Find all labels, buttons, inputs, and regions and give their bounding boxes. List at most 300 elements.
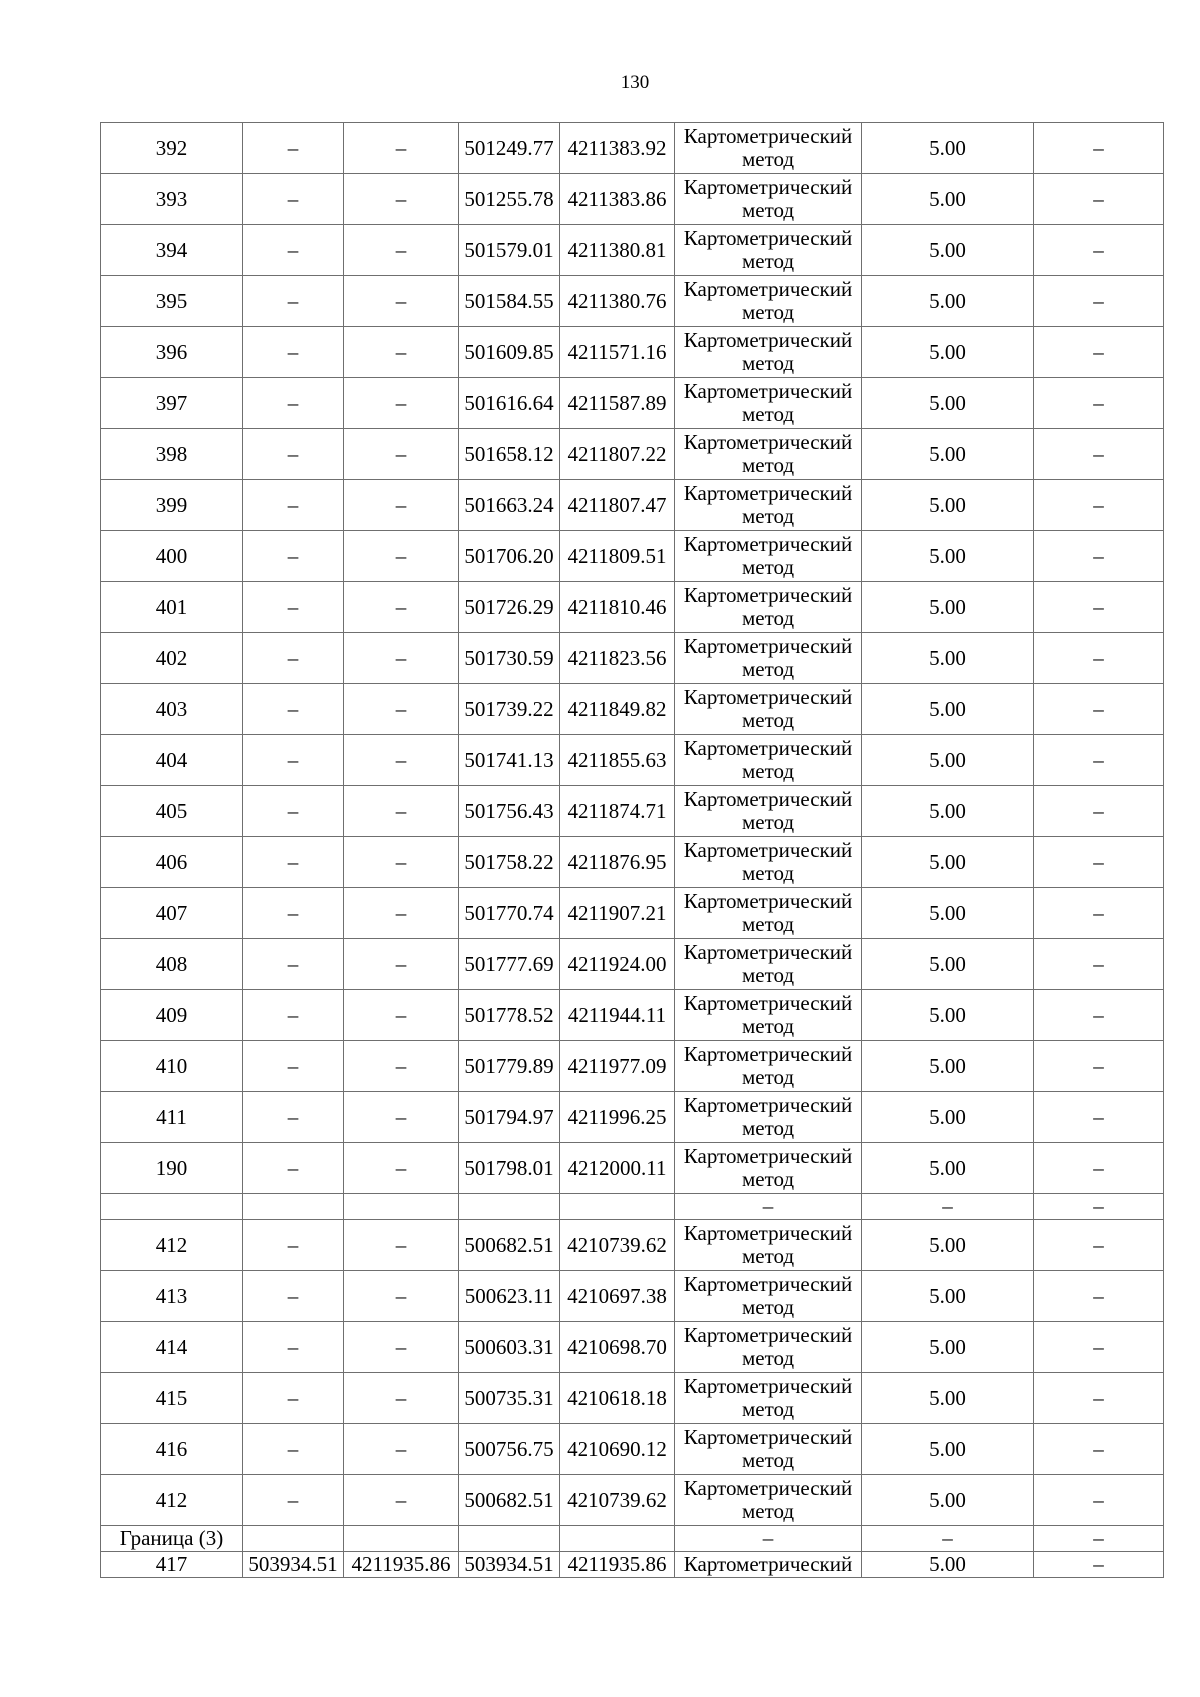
method-cell	[675, 174, 862, 225]
method-cell	[675, 1373, 862, 1424]
method-cell	[675, 1194, 862, 1220]
table-row	[101, 735, 1164, 786]
note-cell: –	[1034, 1373, 1164, 1424]
old-y-cell: –	[344, 225, 459, 276]
x-coordinate-cell: 501739.22	[459, 684, 560, 735]
method-line-2: метод	[741, 606, 795, 630]
note-cell: –	[1034, 837, 1164, 888]
method-line-1: Картометрический	[683, 634, 853, 658]
point-number-cell: 405	[101, 786, 243, 837]
method-line-1: –	[762, 1526, 774, 1550]
old-y-cell: –	[344, 1220, 459, 1271]
old-y-cell: –	[344, 990, 459, 1041]
method-line-1: Картометрический	[683, 277, 853, 301]
method-line-2: метод	[741, 555, 795, 579]
accuracy-cell: 5.00	[862, 1041, 1034, 1092]
method-cell	[675, 1552, 862, 1578]
x-coordinate-cell: 501706.20	[459, 531, 560, 582]
x-coordinate-cell	[459, 1526, 560, 1552]
accuracy-cell: 5.00	[862, 990, 1034, 1041]
old-x-cell: –	[243, 225, 344, 276]
x-coordinate-cell: 500603.31	[459, 1322, 560, 1373]
point-number-cell: 401	[101, 582, 243, 633]
note-cell: –	[1034, 1271, 1164, 1322]
x-coordinate-cell: 501579.01	[459, 225, 560, 276]
point-number-cell: 403	[101, 684, 243, 735]
note-cell: –	[1034, 888, 1164, 939]
method-line-1: Картометрический	[683, 736, 853, 760]
old-y-cell: –	[344, 939, 459, 990]
old-x-cell: –	[243, 1271, 344, 1322]
table-row	[101, 1322, 1164, 1373]
old-x-cell: –	[243, 1424, 344, 1475]
y-coordinate-cell: 4211907.21	[560, 888, 675, 939]
method-cell	[675, 1143, 862, 1194]
point-number-cell: 400	[101, 531, 243, 582]
old-y-cell: –	[344, 1143, 459, 1194]
coordinates-table	[100, 122, 1164, 1578]
table-row	[101, 480, 1164, 531]
method-line-1: –	[762, 1194, 774, 1218]
y-coordinate-cell: 4211807.47	[560, 480, 675, 531]
y-coordinate-cell: 4211571.16	[560, 327, 675, 378]
old-x-cell	[243, 1194, 344, 1220]
x-coordinate-cell: 501616.64	[459, 378, 560, 429]
table-row	[101, 1092, 1164, 1143]
table-row	[101, 1526, 1164, 1552]
y-coordinate-cell: 4211977.09	[560, 1041, 675, 1092]
method-line-1: Картометрический	[683, 481, 853, 505]
old-y-cell: –	[344, 633, 459, 684]
accuracy-cell: 5.00	[862, 939, 1034, 990]
method-cell	[675, 582, 862, 633]
old-x-cell: –	[243, 1041, 344, 1092]
old-x-cell: –	[243, 582, 344, 633]
accuracy-cell: 5.00	[862, 225, 1034, 276]
method-line-2: метод	[741, 1397, 795, 1421]
x-coordinate-cell: 500756.75	[459, 1424, 560, 1475]
accuracy-cell: 5.00	[862, 1271, 1034, 1322]
note-cell: –	[1034, 429, 1164, 480]
old-y-cell: –	[344, 276, 459, 327]
accuracy-cell: 5.00	[862, 531, 1034, 582]
accuracy-cell: 5.00	[862, 1424, 1034, 1475]
x-coordinate-cell: 501779.89	[459, 1041, 560, 1092]
method-line-2: метод	[741, 963, 795, 987]
table-row	[101, 1373, 1164, 1424]
accuracy-cell: 5.00	[862, 786, 1034, 837]
table-body	[101, 123, 1164, 1578]
method-line-2: метод	[741, 1014, 795, 1038]
method-line-2: метод	[741, 708, 795, 732]
x-coordinate-cell: 501770.74	[459, 888, 560, 939]
old-y-cell: –	[344, 378, 459, 429]
x-coordinate-cell: 501741.13	[459, 735, 560, 786]
page-number: 130	[620, 72, 650, 93]
point-number-cell: 397	[101, 378, 243, 429]
old-x-cell: –	[243, 429, 344, 480]
method-line-1: Картометрический	[683, 1272, 853, 1296]
method-line-1: Картометрический	[683, 1552, 853, 1576]
method-cell	[675, 888, 862, 939]
old-x-cell: –	[243, 123, 344, 174]
point-number-cell: 410	[101, 1041, 243, 1092]
x-coordinate-cell: 500623.11	[459, 1271, 560, 1322]
old-x-cell: –	[243, 735, 344, 786]
old-y-cell: –	[344, 1322, 459, 1373]
table-row	[101, 633, 1164, 684]
table-row	[101, 1194, 1164, 1220]
note-cell: –	[1034, 1526, 1164, 1552]
method-cell	[675, 276, 862, 327]
point-number-cell: 411	[101, 1092, 243, 1143]
method-cell	[675, 123, 862, 174]
method-line-2: метод	[741, 1244, 795, 1268]
y-coordinate-cell: 4211807.22	[560, 429, 675, 480]
method-line-1: Картометрический	[683, 1042, 853, 1066]
method-cell	[675, 429, 862, 480]
table-row	[101, 582, 1164, 633]
method-line-2: метод	[741, 759, 795, 783]
old-x-cell: –	[243, 1475, 344, 1526]
old-y-cell	[344, 1194, 459, 1220]
point-number-cell: 412	[101, 1475, 243, 1526]
method-cell	[675, 1526, 862, 1552]
method-line-1: Картометрический	[683, 1374, 853, 1398]
accuracy-cell: 5.00	[862, 1373, 1034, 1424]
accuracy-cell: 5.00	[862, 327, 1034, 378]
table-row	[101, 1220, 1164, 1271]
method-line-2: метод	[741, 912, 795, 936]
point-number-cell: 190	[101, 1143, 243, 1194]
point-number-cell: 413	[101, 1271, 243, 1322]
x-coordinate-cell: 501758.22	[459, 837, 560, 888]
method-cell	[675, 786, 862, 837]
accuracy-cell: 5.00	[862, 888, 1034, 939]
method-cell	[675, 531, 862, 582]
method-line-2: метод	[741, 1116, 795, 1140]
old-y-cell: –	[344, 1271, 459, 1322]
accuracy-cell: 5.00	[862, 684, 1034, 735]
old-y-cell: –	[344, 480, 459, 531]
method-cell	[675, 633, 862, 684]
accuracy-cell: 5.00	[862, 429, 1034, 480]
method-line-1: Картометрический	[683, 940, 853, 964]
old-x-cell: 503934.51	[243, 1552, 344, 1578]
x-coordinate-cell: 501255.78	[459, 174, 560, 225]
old-x-cell: –	[243, 1220, 344, 1271]
accuracy-cell: 5.00	[862, 1475, 1034, 1526]
method-line-1: Картометрический	[683, 1323, 853, 1347]
note-cell: –	[1034, 1220, 1164, 1271]
method-line-2: метод	[741, 504, 795, 528]
note-cell: –	[1034, 684, 1164, 735]
method-line-1: Картометрический	[683, 124, 853, 148]
point-number-cell: 408	[101, 939, 243, 990]
accuracy-cell: 5.00	[862, 633, 1034, 684]
y-coordinate-cell: 4211996.25	[560, 1092, 675, 1143]
table-row	[101, 888, 1164, 939]
point-number-cell: 396	[101, 327, 243, 378]
old-x-cell: –	[243, 939, 344, 990]
note-cell: –	[1034, 939, 1164, 990]
accuracy-cell: 5.00	[862, 582, 1034, 633]
old-y-cell: –	[344, 1475, 459, 1526]
y-coordinate-cell	[560, 1526, 675, 1552]
method-line-1: Картометрический	[683, 1093, 853, 1117]
y-coordinate-cell: 4211587.89	[560, 378, 675, 429]
old-y-cell: –	[344, 582, 459, 633]
old-x-cell: –	[243, 633, 344, 684]
method-line-2: метод	[741, 402, 795, 426]
accuracy-cell: –	[862, 1194, 1034, 1220]
old-y-cell: –	[344, 327, 459, 378]
note-cell: –	[1034, 786, 1164, 837]
old-y-cell: –	[344, 1373, 459, 1424]
note-cell: –	[1034, 276, 1164, 327]
old-x-cell: –	[243, 276, 344, 327]
method-cell	[675, 1475, 862, 1526]
point-number-cell: 417	[101, 1552, 243, 1578]
accuracy-cell: 5.00	[862, 1552, 1034, 1578]
y-coordinate-cell: 4211876.95	[560, 837, 675, 888]
x-coordinate-cell: 501730.59	[459, 633, 560, 684]
x-coordinate-cell: 501756.43	[459, 786, 560, 837]
note-cell: –	[1034, 990, 1164, 1041]
note-cell: –	[1034, 1092, 1164, 1143]
accuracy-cell: 5.00	[862, 1092, 1034, 1143]
method-line-2: метод	[741, 1167, 795, 1191]
y-coordinate-cell: 4210739.62	[560, 1475, 675, 1526]
y-coordinate-cell: 4211809.51	[560, 531, 675, 582]
point-number-cell: 399	[101, 480, 243, 531]
x-coordinate-cell: 501663.24	[459, 480, 560, 531]
old-y-cell: –	[344, 735, 459, 786]
y-coordinate-cell: 4211380.76	[560, 276, 675, 327]
method-cell	[675, 1092, 862, 1143]
method-cell	[675, 684, 862, 735]
x-coordinate-cell: 501249.77	[459, 123, 560, 174]
table-row	[101, 939, 1164, 990]
note-cell: –	[1034, 582, 1164, 633]
old-x-cell: –	[243, 837, 344, 888]
old-y-cell: –	[344, 123, 459, 174]
x-coordinate-cell: 501777.69	[459, 939, 560, 990]
method-cell	[675, 1041, 862, 1092]
x-coordinate-cell: 501609.85	[459, 327, 560, 378]
table-row	[101, 174, 1164, 225]
note-cell: –	[1034, 633, 1164, 684]
old-y-cell: –	[344, 1424, 459, 1475]
accuracy-cell: 5.00	[862, 1322, 1034, 1373]
note-cell: –	[1034, 225, 1164, 276]
accuracy-cell: –	[862, 1526, 1034, 1552]
y-coordinate-cell: 4210618.18	[560, 1373, 675, 1424]
accuracy-cell: 5.00	[862, 276, 1034, 327]
method-line-1: Картометрический	[683, 1425, 853, 1449]
x-coordinate-cell	[459, 1194, 560, 1220]
old-x-cell: –	[243, 174, 344, 225]
point-number-cell: 416	[101, 1424, 243, 1475]
old-x-cell: –	[243, 888, 344, 939]
method-line-2: метод	[741, 861, 795, 885]
method-line-2: метод	[741, 300, 795, 324]
old-y-cell: –	[344, 1041, 459, 1092]
table-row	[101, 531, 1164, 582]
table-row	[101, 1271, 1164, 1322]
y-coordinate-cell	[560, 1194, 675, 1220]
table-row	[101, 684, 1164, 735]
method-cell	[675, 378, 862, 429]
note-cell: –	[1034, 480, 1164, 531]
note-cell: –	[1034, 1322, 1164, 1373]
method-line-1: Картометрический	[683, 685, 853, 709]
point-number-cell: 395	[101, 276, 243, 327]
accuracy-cell: 5.00	[862, 480, 1034, 531]
y-coordinate-cell: 4211924.00	[560, 939, 675, 990]
table-row	[101, 837, 1164, 888]
x-coordinate-cell: 501726.29	[459, 582, 560, 633]
method-cell	[675, 1220, 862, 1271]
old-x-cell	[243, 1526, 344, 1552]
method-line-2: метод	[741, 657, 795, 681]
y-coordinate-cell: 4211944.11	[560, 990, 675, 1041]
y-coordinate-cell: 4211935.86	[560, 1552, 675, 1578]
old-x-cell: –	[243, 327, 344, 378]
accuracy-cell: 5.00	[862, 1220, 1034, 1271]
point-number-cell: 409	[101, 990, 243, 1041]
point-number-cell: 398	[101, 429, 243, 480]
old-x-cell: –	[243, 1373, 344, 1424]
table-row	[101, 1424, 1164, 1475]
method-line-1: Картометрический	[683, 1221, 853, 1245]
note-cell: –	[1034, 123, 1164, 174]
table-row	[101, 1143, 1164, 1194]
table-row	[101, 786, 1164, 837]
y-coordinate-cell: 4211849.82	[560, 684, 675, 735]
method-cell	[675, 480, 862, 531]
method-line-1: Картометрический	[683, 1476, 853, 1500]
method-cell	[675, 735, 862, 786]
method-line-2: метод	[741, 810, 795, 834]
accuracy-cell: 5.00	[862, 735, 1034, 786]
table-row	[101, 276, 1164, 327]
method-cell	[675, 327, 862, 378]
note-cell: –	[1034, 1194, 1164, 1220]
x-coordinate-cell: 501794.97	[459, 1092, 560, 1143]
y-coordinate-cell: 4210690.12	[560, 1424, 675, 1475]
y-coordinate-cell: 4210697.38	[560, 1271, 675, 1322]
method-line-1: Картометрический	[683, 430, 853, 454]
method-cell	[675, 225, 862, 276]
old-x-cell: –	[243, 1322, 344, 1373]
x-coordinate-cell: 501658.12	[459, 429, 560, 480]
y-coordinate-cell: 4210739.62	[560, 1220, 675, 1271]
old-y-cell: –	[344, 684, 459, 735]
old-x-cell: –	[243, 531, 344, 582]
note-cell: –	[1034, 1143, 1164, 1194]
point-number-cell: 407	[101, 888, 243, 939]
x-coordinate-cell: 500682.51	[459, 1220, 560, 1271]
old-x-cell: –	[243, 990, 344, 1041]
y-coordinate-cell: 4211874.71	[560, 786, 675, 837]
method-line-2: метод	[741, 147, 795, 171]
old-y-cell: –	[344, 1092, 459, 1143]
y-coordinate-cell: 4210698.70	[560, 1322, 675, 1373]
method-line-1: Картометрический	[683, 226, 853, 250]
old-x-cell: –	[243, 480, 344, 531]
point-number-cell: 406	[101, 837, 243, 888]
x-coordinate-cell: 501584.55	[459, 276, 560, 327]
y-coordinate-cell: 4211823.56	[560, 633, 675, 684]
note-cell: –	[1034, 1552, 1164, 1578]
y-coordinate-cell: 4211380.81	[560, 225, 675, 276]
method-cell	[675, 1424, 862, 1475]
old-y-cell	[344, 1526, 459, 1552]
old-x-cell: –	[243, 378, 344, 429]
note-cell: –	[1034, 1424, 1164, 1475]
method-line-2: метод	[741, 1295, 795, 1319]
method-line-2: метод	[741, 1499, 795, 1523]
y-coordinate-cell: 4211383.92	[560, 123, 675, 174]
note-cell: –	[1034, 378, 1164, 429]
method-line-2: метод	[741, 198, 795, 222]
method-line-1: Картометрический	[683, 583, 853, 607]
old-y-cell: –	[344, 786, 459, 837]
old-y-cell: –	[344, 837, 459, 888]
point-number-cell: 394	[101, 225, 243, 276]
x-coordinate-cell: 501798.01	[459, 1143, 560, 1194]
table-row	[101, 378, 1164, 429]
table-row	[101, 225, 1164, 276]
method-line-1: Картометрический	[683, 328, 853, 352]
x-coordinate-cell: 503934.51	[459, 1552, 560, 1578]
old-y-cell: –	[344, 531, 459, 582]
point-number-cell: 404	[101, 735, 243, 786]
method-line-1: Картометрический	[683, 838, 853, 862]
method-line-1: Картометрический	[683, 532, 853, 556]
old-x-cell: –	[243, 1143, 344, 1194]
method-cell	[675, 1322, 862, 1373]
y-coordinate-cell: 4211383.86	[560, 174, 675, 225]
note-cell: –	[1034, 1041, 1164, 1092]
boundary-label-cell: Граница (3)	[101, 1526, 243, 1552]
table-row	[101, 1552, 1164, 1578]
accuracy-cell: 5.00	[862, 378, 1034, 429]
old-y-cell: 4211935.86	[344, 1552, 459, 1578]
old-x-cell: –	[243, 1092, 344, 1143]
method-line-2: метод	[741, 1448, 795, 1472]
point-number-cell: 412	[101, 1220, 243, 1271]
point-number-cell: 402	[101, 633, 243, 684]
old-y-cell: –	[344, 429, 459, 480]
method-line-2: метод	[741, 351, 795, 375]
method-line-1: Картометрический	[683, 1144, 853, 1168]
method-cell	[675, 837, 862, 888]
method-line-2: метод	[741, 249, 795, 273]
method-line-2: метод	[741, 1346, 795, 1370]
table-row	[101, 429, 1164, 480]
point-number-cell: 415	[101, 1373, 243, 1424]
accuracy-cell: 5.00	[862, 1143, 1034, 1194]
table-row	[101, 1475, 1164, 1526]
point-number-cell: 393	[101, 174, 243, 225]
table-row	[101, 990, 1164, 1041]
note-cell: –	[1034, 327, 1164, 378]
x-coordinate-cell: 500735.31	[459, 1373, 560, 1424]
accuracy-cell: 5.00	[862, 174, 1034, 225]
method-cell	[675, 990, 862, 1041]
